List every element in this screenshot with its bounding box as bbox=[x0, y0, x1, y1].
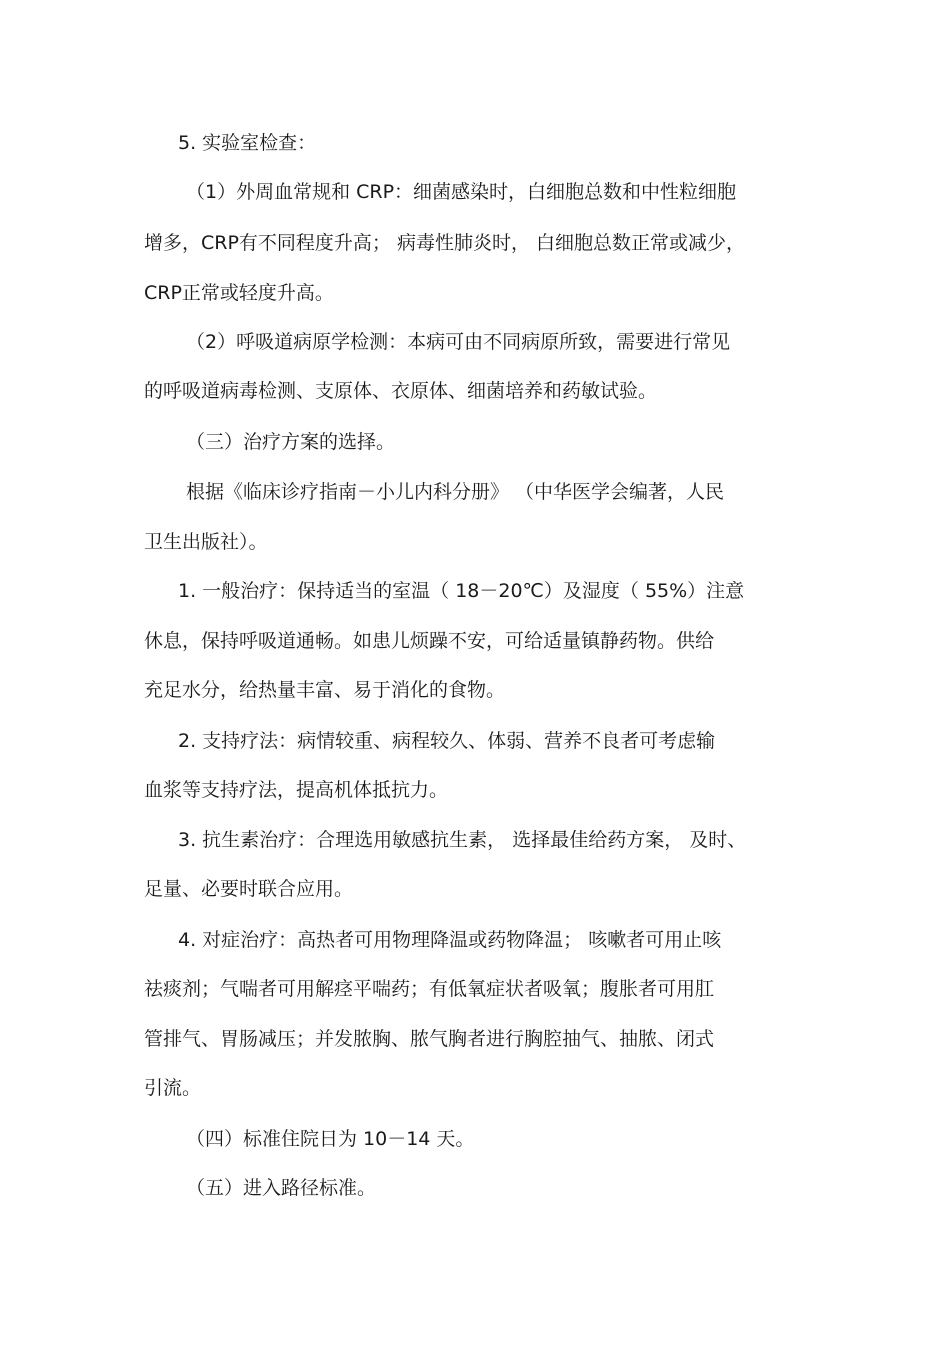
text-line: （1）外周血常规和 CRP：细菌感染时，白细胞总数和中性粒细胞 bbox=[186, 181, 737, 203]
text-line: CRP正常或轻度升高。 bbox=[144, 282, 334, 304]
text-line: 5. 实验室检查： bbox=[178, 132, 317, 154]
text-line: （五）进入路径标准。 bbox=[186, 1177, 377, 1199]
text-line: 3. 抗生素治疗：合理选用敏感抗生素， 选择最佳给药方案， 及时、 bbox=[178, 829, 747, 851]
text-line: 2. 支持疗法：病情较重、病程较久、体弱、营养不良者可考虑输 bbox=[178, 730, 716, 752]
text-line: （三）治疗方案的选择。 bbox=[186, 431, 396, 453]
text-line: 血浆等支持疗法，提高机体抵抗力。 bbox=[144, 779, 449, 801]
text-line: 的呼吸道病毒检测、支原体、衣原体、细菌培养和药敏试验。 bbox=[144, 380, 658, 402]
text-line: 引流。 bbox=[144, 1077, 202, 1099]
text-line: 4. 对症治疗：高热者可用物理降温或药物降温； 咳嗽者可用止咳 bbox=[178, 929, 722, 951]
text-line: （2）呼吸道病原学检测：本病可由不同病原所致，需要进行常见 bbox=[186, 331, 731, 353]
text-line: 根据《临床诊疗指南－小儿内科分册》 （中华医学会编著，人民 bbox=[186, 481, 725, 503]
text-line: 足量、必要时联合应用。 bbox=[144, 878, 354, 900]
text-line: 充足水分，给热量丰富、易于消化的食物。 bbox=[144, 679, 506, 701]
text-line: （四）标准住院日为 10－14 天。 bbox=[186, 1128, 475, 1150]
text-line: 祛痰剂；气喘者可用解痉平喘药；有低氧症状者吸氧；腹胀者可用肛 bbox=[144, 978, 715, 1000]
text-line: 增多，CRP有不同程度升高； 病毒性肺炎时， 白细胞总数正常或减少， bbox=[144, 232, 746, 254]
text-line: 卫生出版社）。 bbox=[144, 531, 268, 553]
text-line: 1. 一般治疗：保持适当的室温（ 18－20℃）及湿度（ 55%）注意 bbox=[178, 580, 745, 602]
text-line: 休息，保持呼吸道通畅。如患儿烦躁不安，可给适量镇静药物。供给 bbox=[144, 630, 715, 652]
text-line: 管排气、胃肠减压；并发脓胸、脓气胸者进行胸腔抽气、抽脓、闭式 bbox=[144, 1028, 715, 1050]
